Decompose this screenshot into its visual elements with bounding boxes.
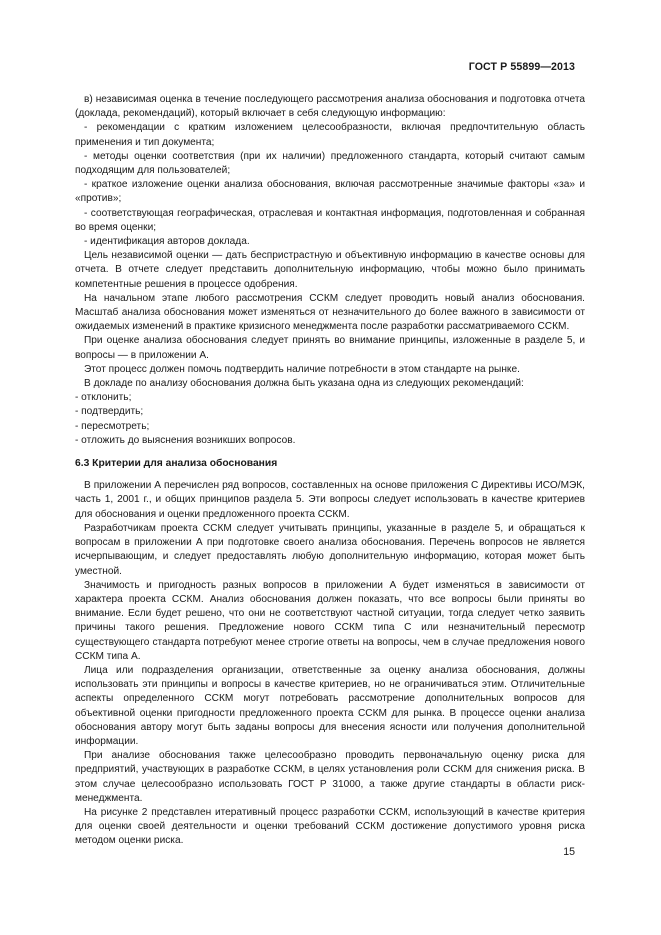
list-item: - рекомендации с кратким изложением целесообразности, включая предпочтительную область применения и тип документа; [75, 122, 585, 148]
paragraph: В докладе по анализу обоснования должна быть указана одна из следующих рекомендаций: [84, 378, 524, 390]
block-criteria [75, 479, 585, 848]
paragraph: В приложении А перечислен ряд вопросов, составленных на основе приложения С Директивы ИСО/МЭК, часть 1, 2001 г., и общих принципов раздела 5. Эти вопросы следует использовать в качестве критериев для обоснования и оценки предложенного проекта ССКМ. [75, 480, 585, 520]
list-item: - отклонить; [75, 392, 132, 404]
section-heading: 6.3 Критерии для анализа обоснования [75, 458, 278, 470]
paragraph: Значимость и пригодность разных вопросов в приложении А будет изменяться в зависимости от характера проекта ССКМ. Анализ обоснования должен показать, что все вопросы были приняты во внимание. Если будет решено, что они не соответствуют частной ситуации, тогда следует четко заявить причины такого решения. Предложение нового ССКМ типа С или незначительный пересмотр существующего стандарта потребуют менее строгие ответы на вопросы, чем в случае предложения нового ССКМ типа А. [75, 579, 585, 662]
list-item: - отложить до выяснения возникших вопросов. [75, 434, 296, 446]
block-independent-assessment [75, 93, 585, 448]
list-item: - пересмотреть; [75, 420, 150, 432]
paragraph: Лица или подразделения организации, ответственные за оценку анализа обоснования, должны использовать эти принципы и вопросы в качестве критериев, но не ограничиваться этим. Отличительные аспекты определенного ССКМ могут потребовать рассмотрение дополнительных вопросов для объективной оценки пригодности предложенного проекта ССКМ для рынка. В процессе оценки анализа обоснования автору могут быть заданы вопросы для внесения ясности или получения дополнительной информации. [75, 664, 585, 747]
list-item: - подтвердить; [75, 406, 144, 418]
paragraph: При оценке анализа обоснования следует принять во внимание принципы, изложенные в разделе 5, и вопросы — в приложении А. [75, 335, 585, 361]
paragraph: На рисунке 2 представлен итеративный процесс разработки ССКМ, использующий в качестве критерия для оценки своей деятельности и оценки требований ССКМ достижение допустимого уровня риска методом оценки риска. [75, 806, 585, 847]
paragraph: На начальном этапе любого рассмотрения ССКМ следует проводить новый анализ обоснования. Масштаб анализа обоснования может изменяться от незначительного до более важного в зависимости от ожидаемых изменений в практике кризисного менеджмента после разработки рассматриваемого ССКМ. [75, 292, 585, 333]
list-item: - идентификация авторов доклада. [84, 236, 250, 248]
paragraph: в) независимая оценка в течение последующего рассмотрения анализа обоснования и подготовка отчета (доклада, рекомендаций), который включает в себя следующую информацию: [75, 94, 585, 120]
paragraph: Разработчикам проекта ССКМ следует учитывать принципы, указанные в разделе 5, и обращаться к вопросам в приложении А при подготовке своего анализа обоснования. Перечень вопросов не является исчерпывающим, и следует предоставлять любую дополнительную информацию, которая может быть уместной. [75, 522, 585, 577]
paragraph: Цель независимой оценки — дать беспристрастную и объективную информацию в качестве основы для отчета. В отчете следует представить дополнительную информацию, чтобы можно было принимать компетентные решения в процессе одобрения. [75, 250, 585, 290]
paragraph: При анализе обоснования также целесообразно проводить первоначальную оценку риска для предприятий, участвующих в разработке ССКМ, в целях установления роли ССКМ для снижения риска. В этом случае целесообразно использовать ГОСТ Р 31000, а также другие стандарты в области риск-менеджмента. [75, 750, 585, 804]
list-item: - краткое изложение оценки анализа обоснования, включая рассмотренные значимые факторы «за» и «против»; [75, 179, 585, 205]
page-number: 15 [563, 846, 575, 858]
paragraph: Этот процесс должен помочь подтвердить наличие потребности в этом стандарте на рынке. [84, 363, 520, 375]
list-item: - соответствующая географическая, отраслевая и контактная информация, подготовленная и собранная во время оценки; [75, 207, 585, 233]
list-item: - методы оценки соответствия (при их наличии) предложенного стандарта, который считают самым подходящим для пользователей; [75, 150, 585, 177]
page-body [75, 93, 585, 849]
page-header: ГОСТ Р 55899—2013 [468, 61, 575, 73]
